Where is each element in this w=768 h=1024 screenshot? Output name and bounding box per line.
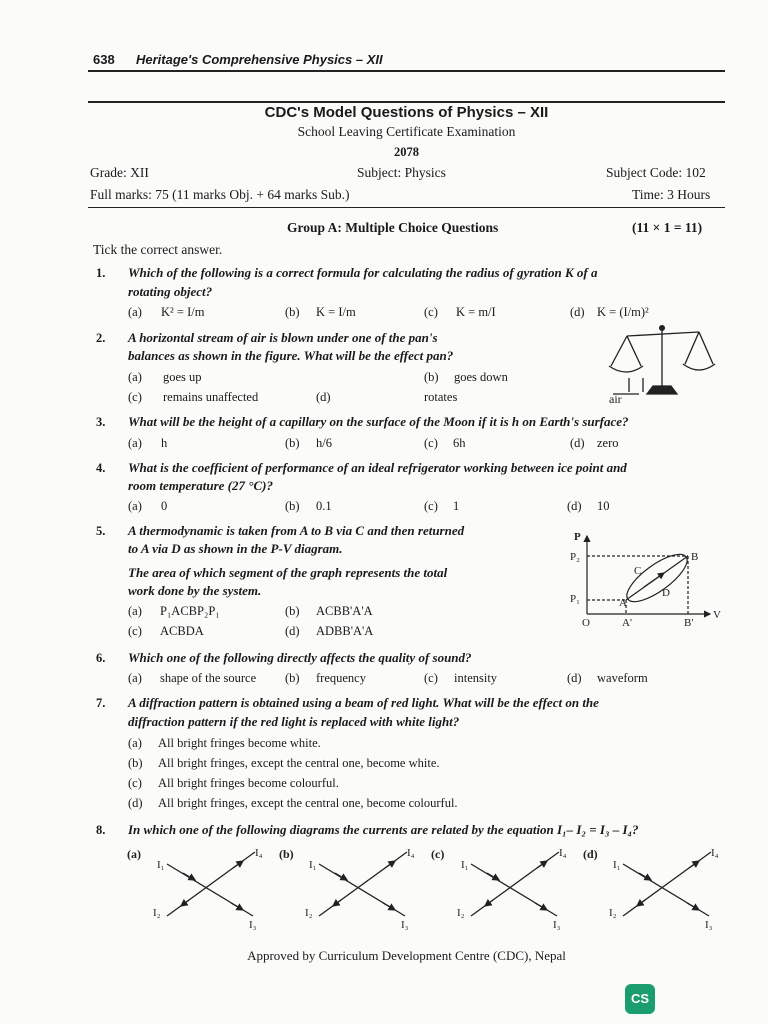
current-label: I₃ <box>401 919 409 931</box>
header-rule <box>88 70 725 72</box>
question-text: work done by the system. <box>128 583 262 598</box>
arrow-i3 <box>535 903 547 910</box>
option-text[interactable]: 0.1 <box>316 499 332 513</box>
option-label[interactable]: (c) <box>128 390 142 404</box>
origin-label: O <box>582 617 590 629</box>
option-text[interactable]: h/6 <box>316 436 332 450</box>
option-text[interactable]: K² = I/m <box>161 305 205 319</box>
pv-diagram <box>560 528 730 630</box>
option-label[interactable]: (c) <box>128 776 142 790</box>
arrow-i4 <box>385 861 395 868</box>
grade: Grade: XII <box>90 165 149 180</box>
question-text: A diffraction pattern is obtained using a beam of red light. What will be the effect on the <box>128 695 599 710</box>
junction-diagrams-svg <box>115 842 725 934</box>
question-number: 3. <box>96 415 106 429</box>
option-text[interactable]: All bright fringes, except the central one, become colourful. <box>158 796 458 810</box>
current-label: I₁ <box>613 859 621 871</box>
option-label[interactable]: (a) <box>128 305 142 319</box>
question-text: room temperature (27 °C)? <box>128 478 273 493</box>
title-top-rule <box>88 101 725 103</box>
option-label[interactable]: (c) <box>424 499 438 513</box>
option-label[interactable]: (b) <box>285 671 300 685</box>
option-label[interactable]: (b) <box>285 305 300 319</box>
question-text: balances as shown in the figure. What will be the effect pan? <box>128 348 454 363</box>
option-label[interactable]: (a) <box>128 436 142 450</box>
option-text[interactable]: All bright fringes become colourful. <box>158 776 339 790</box>
option-text[interactable]: All bright fringes, except the central one, become white. <box>158 756 440 770</box>
question-number: 1. <box>96 266 106 280</box>
option-label[interactable]: (d) <box>316 390 331 404</box>
question-text: What is the coefficient of performance of an ideal refrigerator working between ice point and <box>128 460 627 475</box>
current-junction-diagrams <box>115 842 725 934</box>
option-text[interactable]: shape of the source <box>160 671 257 685</box>
option-text[interactable]: zero <box>597 436 619 450</box>
exam-time: Time: 3 Hours <box>632 187 711 202</box>
p1-label: P₁ <box>570 593 580 605</box>
option-label[interactable]: (a) <box>128 499 142 513</box>
arrow-i1 <box>183 873 195 880</box>
question-text: to A via D as shown in the P-V diagram. <box>128 541 343 556</box>
arrow-i1 <box>487 873 499 880</box>
option-text[interactable]: All bright fringes become white. <box>158 736 321 750</box>
point-d-label: D <box>662 587 670 599</box>
arrow-i3 <box>383 903 395 910</box>
subject: Subject: Physics <box>357 165 446 180</box>
current-label: I₄ <box>711 847 719 859</box>
question-number: 4. <box>96 461 106 475</box>
point-b-label: B <box>691 551 699 563</box>
heading-bottom-rule <box>88 207 725 208</box>
arrow-i3 <box>231 903 243 910</box>
question-text: A horizontal stream of air is blown under one of the pan's <box>128 330 438 345</box>
option-text[interactable]: rotates <box>424 390 458 404</box>
arrow-i4 <box>537 861 547 868</box>
diagram-option-label: (a) <box>127 847 141 861</box>
question-text: rotating object? <box>128 284 213 299</box>
air-label: air <box>609 392 622 404</box>
group-title: Group A: Multiple Choice Questions <box>287 220 499 235</box>
exam-title: CDC's Model Questions of Physics – XII <box>264 104 549 121</box>
option-text[interactable]: remains unaffected <box>163 390 259 404</box>
option-label[interactable]: (a) <box>128 671 142 685</box>
question-text: What will be the height of a capillary on the surface of the Moon if it is h on Earth's surface? <box>128 414 629 429</box>
option-label[interactable]: (b) <box>424 370 439 384</box>
option-label[interactable]: (c) <box>128 624 142 638</box>
question-number: 6. <box>96 651 106 665</box>
arrow-i4 <box>233 861 243 868</box>
option-label[interactable]: (b) <box>285 499 300 513</box>
option-text[interactable]: 10 <box>597 499 610 513</box>
option-label[interactable]: (d) <box>570 305 585 319</box>
option-text[interactable]: ACBDA <box>160 624 204 638</box>
arrow-i2 <box>637 900 645 906</box>
option-label[interactable]: (b) <box>285 604 300 618</box>
question-number: 2. <box>96 331 106 345</box>
diagram-option-label: (b) <box>279 847 294 861</box>
option-text[interactable]: K = I/m <box>316 305 356 319</box>
diagram-option-label: (d) <box>583 847 598 861</box>
book-title: Heritage's Comprehensive Physics – XII <box>136 52 383 67</box>
subject-code: Subject Code: 102 <box>606 165 706 180</box>
question-number: 7. <box>96 696 106 710</box>
arrow-i1 <box>335 873 347 880</box>
current-label: I₂ <box>305 907 313 919</box>
instruction: Tick the correct answer. <box>93 242 223 257</box>
option-text[interactable]: K = (I/m)² <box>597 305 649 319</box>
current-label: I₂ <box>153 907 161 919</box>
option-text[interactable]: h <box>161 436 168 450</box>
option-label[interactable]: (b) <box>128 756 143 770</box>
option-label[interactable]: (a) <box>128 370 142 384</box>
axis-p-label: P <box>574 531 581 543</box>
option-label[interactable]: (d) <box>128 796 143 810</box>
question-text: Which one of the following directly affects the quality of sound? <box>128 650 472 665</box>
question-number: 5. <box>96 524 106 538</box>
balance-figure <box>605 322 721 404</box>
question-text: The area of which segment of the graph represents the total <box>128 565 448 580</box>
option-label[interactable]: (d) <box>570 436 585 450</box>
exam-year: 2078 <box>394 145 419 159</box>
question-text: In which one of the following diagrams the currents are related by the equation I₁– I₂ = I₃ – I₄? <box>128 822 639 837</box>
page-number: 638 <box>93 52 115 67</box>
group-marks: (11 × 1 = 11) <box>632 220 703 235</box>
p2-label: P₂ <box>570 551 580 563</box>
question-number: 8. <box>96 823 106 837</box>
point-c-label: C <box>634 565 642 577</box>
option-text[interactable]: 1 <box>453 499 460 513</box>
current-label: I₁ <box>309 859 317 871</box>
point-a-label: A <box>619 597 627 609</box>
current-label: I₄ <box>255 847 263 859</box>
option-text[interactable]: ACBB'A'A <box>316 604 373 618</box>
question-text: A thermodynamic is taken from A to B via C and then returned <box>128 523 465 538</box>
option-label[interactable]: (c) <box>424 671 438 685</box>
option-text[interactable]: P₁ACBP₂P₁ <box>160 604 220 618</box>
option-text[interactable]: K = m/I <box>456 305 496 319</box>
question-text: Which of the following is a correct formula for calculating the radius of gyration K of a <box>128 265 598 280</box>
full-marks: Full marks: 75 (11 marks Obj. + 64 marks Sub.) <box>90 187 350 202</box>
option-text[interactable]: 0 <box>161 499 168 513</box>
option-text[interactable]: ADBB'A'A <box>316 624 374 638</box>
option-label[interactable]: (d) <box>567 671 582 685</box>
option-label[interactable]: (d) <box>567 499 582 513</box>
option-label[interactable]: (c) <box>424 305 438 319</box>
arrow-i1 <box>639 873 651 880</box>
option-text[interactable]: 6h <box>453 436 466 450</box>
question-text: diffraction pattern if the red light is replaced with white light? <box>128 714 460 729</box>
current-label: I₂ <box>457 907 465 919</box>
current-label: I₃ <box>705 919 713 931</box>
option-label[interactable]: (b) <box>285 436 300 450</box>
option-text[interactable]: frequency <box>316 671 366 685</box>
option-label[interactable]: (a) <box>128 604 142 618</box>
current-label: I₂ <box>609 907 617 919</box>
option-text[interactable]: goes down <box>454 370 508 384</box>
current-label: I₁ <box>157 859 165 871</box>
current-label: I₃ <box>249 919 257 931</box>
arrow-i2 <box>333 900 341 906</box>
current-label: I₃ <box>553 919 561 931</box>
arrow-i4 <box>689 861 699 868</box>
a-prime-label: A' <box>622 617 632 629</box>
diagram-option-label: (c) <box>431 847 445 861</box>
option-label[interactable]: (a) <box>128 736 142 750</box>
arrow-i2 <box>485 900 493 906</box>
arrow-i2 <box>181 900 189 906</box>
footer-note: Approved by Curriculum Development Centre (CDC), Nepal <box>247 948 566 963</box>
option-label[interactable]: (d) <box>285 624 300 638</box>
arrow-i3 <box>687 903 699 910</box>
scanner-badge: CS <box>625 984 655 1014</box>
b-prime-label: B' <box>684 617 694 629</box>
exam-subtitle: School Leaving Certificate Examination <box>297 124 516 139</box>
option-text[interactable]: waveform <box>597 671 648 685</box>
option-text[interactable]: intensity <box>454 671 498 685</box>
option-label[interactable]: (c) <box>424 436 438 450</box>
axis-v-label: V <box>713 609 721 621</box>
option-text[interactable]: goes up <box>163 370 202 384</box>
current-label: I₁ <box>461 859 469 871</box>
current-label: I₄ <box>407 847 415 859</box>
current-label: I₄ <box>559 847 567 859</box>
